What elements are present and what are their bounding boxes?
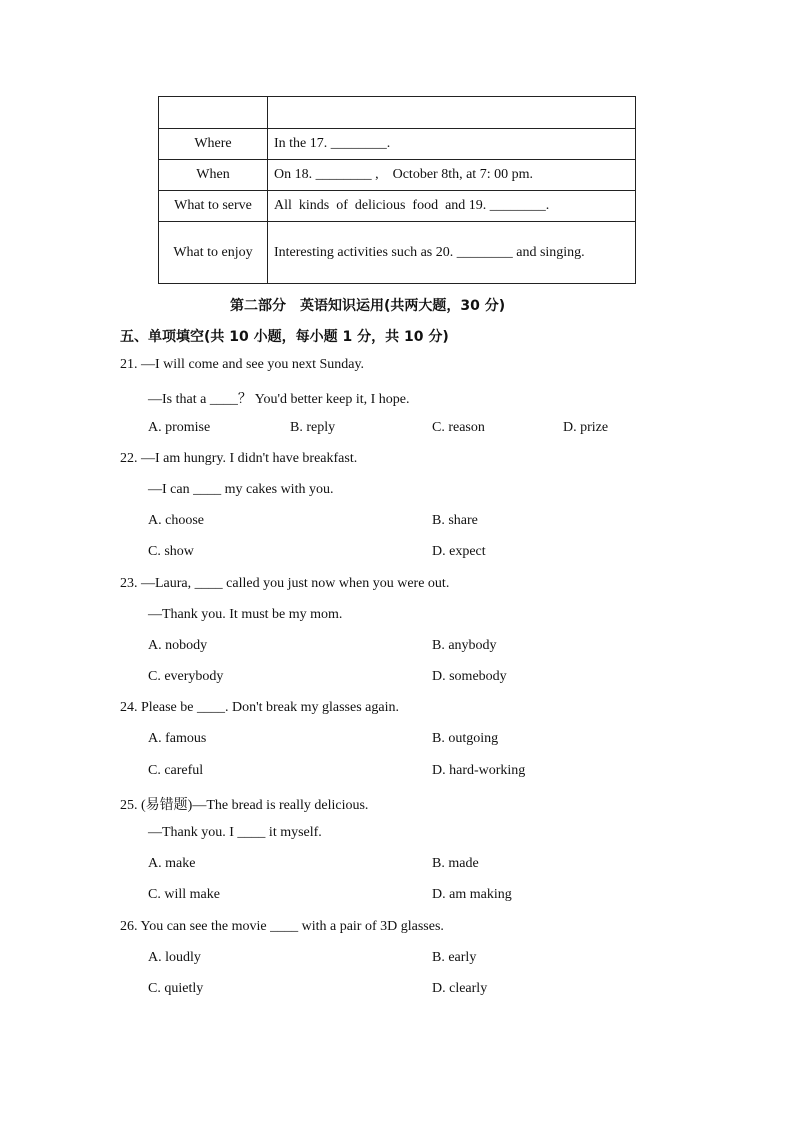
option-c[interactable]: C. will make	[148, 887, 220, 902]
option-d[interactable]: D. expect	[432, 544, 486, 559]
part-title: 第二部分 英语知识运用(共两大题，30 分)	[230, 298, 506, 314]
option-a[interactable]: A. famous	[148, 731, 207, 746]
table-row	[159, 129, 636, 160]
question-reply: —Is that a ____？ You'd better keep it, I hope.	[148, 392, 410, 407]
question-stem: 22. —I am hungry. I didn't have breakfast.	[120, 451, 358, 466]
option-b[interactable]: B. outgoing	[432, 731, 499, 746]
table-row	[159, 97, 636, 129]
question-reply: —Thank you. It must be my mom.	[148, 607, 343, 622]
option-b[interactable]: B. made	[432, 856, 479, 871]
table-cell-value: Interesting activities such as 20. ________ and singing.	[268, 222, 636, 284]
table-cell-value: In the 17. ________.	[268, 129, 636, 160]
question-stem: 24. Please be ____. Don't break my glasses again.	[120, 700, 399, 715]
table-cell-label	[159, 97, 268, 129]
table-cell-value	[268, 97, 636, 129]
option-d[interactable]: D. prize	[563, 420, 609, 435]
question-stem: 21. —I will come and see you next Sunday.	[120, 357, 365, 372]
table-cell-label: What to serve	[159, 191, 268, 222]
option-c[interactable]: C. careful	[148, 763, 204, 778]
option-a[interactable]: A. loudly	[148, 950, 201, 965]
question-reply: —Thank you. I ____ it myself.	[148, 825, 322, 840]
option-a[interactable]: A. make	[148, 856, 196, 871]
option-c[interactable]: C. quietly	[148, 981, 204, 996]
table-row	[159, 160, 636, 191]
question-stem: 25. (易错题)—The bread is really delicious.	[120, 798, 369, 813]
question-reply: —I can ____ my cakes with you.	[148, 482, 334, 497]
table-cell-label: What to enjoy	[159, 222, 268, 284]
table-row	[159, 191, 636, 222]
option-d[interactable]: D. am making	[432, 887, 512, 902]
section-title: 五、单项填空(共 10 小题，每小题 1 分，共 10 分)	[120, 329, 449, 345]
option-c[interactable]: C. show	[148, 544, 194, 559]
option-d[interactable]: D. clearly	[432, 981, 488, 996]
question-stem: 26. You can see the movie ____ with a pair of 3D glasses.	[120, 919, 444, 934]
table-cell-value: All kinds of delicious food and 19. ________.	[268, 191, 636, 222]
option-a[interactable]: A. nobody	[148, 638, 208, 653]
option-a[interactable]: A. promise	[148, 420, 211, 435]
table-cell-label: When	[159, 160, 268, 191]
option-d[interactable]: D. hard-working	[432, 763, 526, 778]
option-b[interactable]: B. anybody	[432, 638, 497, 653]
option-c[interactable]: C. everybody	[148, 669, 224, 684]
table-cell-value: On 18. ________ , October 8th, at 7: 00 pm.	[268, 160, 636, 191]
option-d[interactable]: D. somebody	[432, 669, 507, 684]
option-a[interactable]: A. choose	[148, 513, 204, 528]
table-row	[159, 222, 636, 284]
event-info-table	[158, 96, 636, 284]
question-stem: 23. —Laura, ____ called you just now when you were out.	[120, 576, 450, 591]
table-cell-label: Where	[159, 129, 268, 160]
option-c[interactable]: C. reason	[432, 420, 485, 435]
option-b[interactable]: B. reply	[290, 420, 336, 435]
option-b[interactable]: B. share	[432, 513, 478, 528]
option-b[interactable]: B. early	[432, 950, 477, 965]
